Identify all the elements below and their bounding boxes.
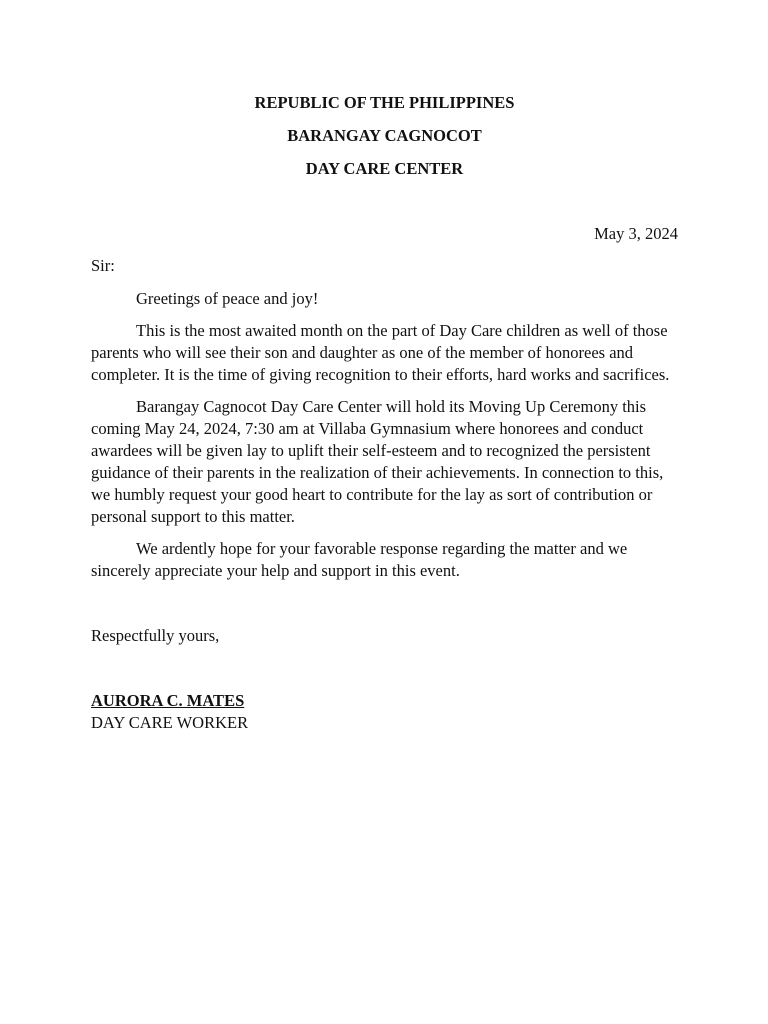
header-center: DAY CARE CENTER bbox=[305, 159, 464, 178]
salutation: Sir: bbox=[91, 256, 115, 275]
header-barangay: BARANGAY CAGNOCOT bbox=[287, 126, 482, 145]
paragraph-intro: This is the most awaited month on the part of Day Care children as well of those parents who will see their son and daughter as one of the member of honorees and completer. It is the time of giving recognition to their efforts, hard works and sacrifices. bbox=[91, 321, 670, 384]
signatory-name: AURORA C. MATES bbox=[91, 691, 245, 710]
signatory-title: DAY CARE WORKER bbox=[91, 713, 249, 732]
closing: Respectfully yours, bbox=[91, 626, 220, 645]
letter-date: May 3, 2024 bbox=[594, 224, 678, 243]
paragraph-ceremony: Barangay Cagnocot Day Care Center will hold its Moving Up Ceremony this coming May 24, 2024, 7:30 am at Villaba Gymnasium where honorees and conduct awardees will be given lay to uplift their self-esteem and to recognized the persistent guidance of their parents in the realization of their achievements. In connection to this, we humbly request your good heart to contribute for the lay as sort of contribution or personal support to this matter. bbox=[91, 397, 664, 526]
header-republic: REPUBLIC OF THE PHILIPPINES bbox=[254, 93, 515, 112]
paragraph-request: We ardently hope for your favorable response regarding the matter and we sincerely appreciate your help and support in this event. bbox=[91, 539, 628, 580]
paragraph-greeting: Greetings of peace and joy! bbox=[136, 289, 319, 308]
letter-header bbox=[91, 92, 678, 180]
